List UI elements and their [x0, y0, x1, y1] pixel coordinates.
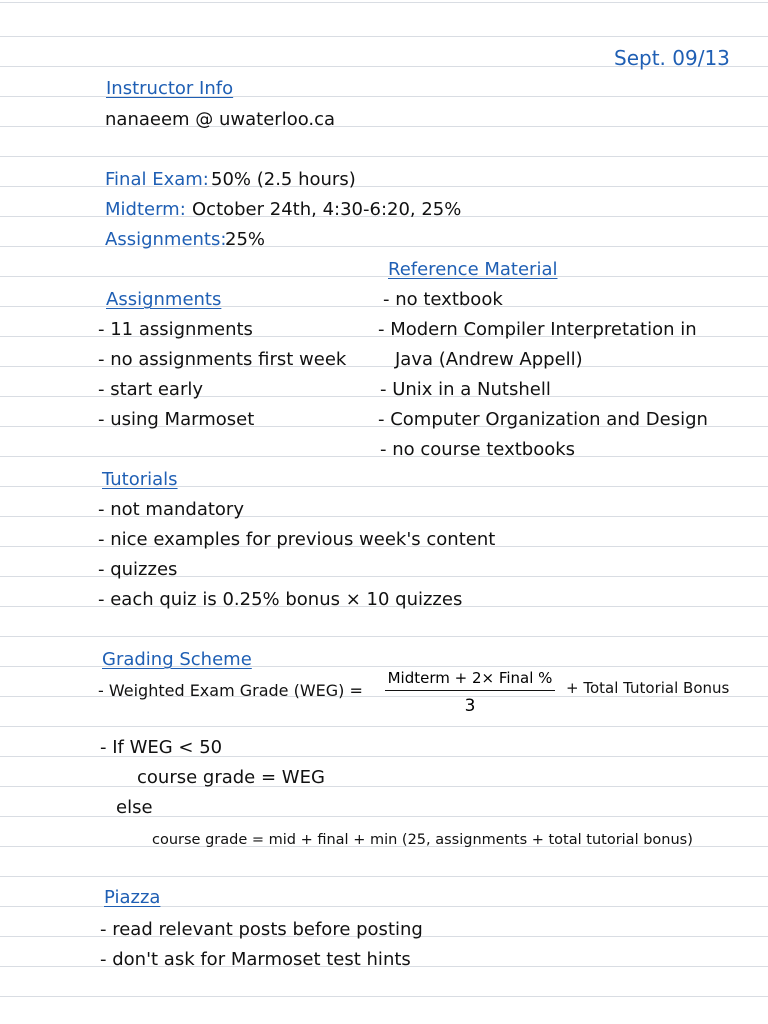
reference-item: - Computer Organization and Design [378, 409, 708, 430]
assignments-item: - using Marmoset [98, 409, 255, 430]
reference-item: - Modern Compiler Interpretation in [378, 319, 697, 340]
tutorials-item: - quizzes [98, 559, 178, 580]
weg-fraction-denominator: 3 [464, 696, 476, 716]
assignments-weight-value: 25% [225, 229, 266, 250]
weg-formula-suffix: + Total Tutorial Bonus [566, 679, 730, 697]
midterm-label: Midterm: [105, 199, 186, 220]
assignments-item: - 11 assignments [98, 319, 253, 340]
tutorials-heading: Tutorials [102, 469, 178, 490]
grading-scheme-heading: Grading Scheme [102, 649, 252, 670]
piazza-item: - don't ask for Marmoset test hints [100, 949, 411, 970]
instructor-heading: Instructor Info [106, 78, 234, 99]
weg-else-line: else [116, 797, 153, 818]
assignments-heading: Assignments [106, 289, 222, 310]
reference-item: - no textbook [383, 289, 503, 310]
weg-fraction-numerator: Midterm + 2× Final % [385, 668, 555, 691]
reference-item: - no course textbooks [380, 439, 576, 460]
tutorials-item: - not mandatory [98, 499, 244, 520]
weg-fraction [385, 668, 555, 717]
assignments-item: - no assignments first week [98, 349, 347, 370]
assignments-item: - start early [98, 379, 204, 400]
piazza-item: - read relevant posts before posting [100, 919, 423, 940]
piazza-heading: Piazza [104, 887, 161, 908]
reference-item: - Unix in a Nutshell [380, 379, 551, 400]
weg-else-formula: course grade = mid + final + min (25, assignments + total tutorial bonus) [152, 832, 693, 848]
assignments-weight-label: Assignments: [105, 229, 227, 250]
reference-item: Java (Andrew Appell) [395, 349, 583, 370]
instructor-email: nanaeem @ uwaterloo.ca [105, 109, 336, 130]
final-exam-label: Final Exam: [105, 169, 209, 190]
note-date: Sept. 09/13 [614, 46, 730, 70]
reference-heading: Reference Material [388, 259, 558, 280]
tutorials-item: - each quiz is 0.25% bonus × 10 quizzes [98, 589, 463, 610]
tutorials-item: - nice examples for previous week's content [98, 529, 496, 550]
weg-if-line: - If WEG < 50 [100, 737, 223, 758]
weg-then-line: course grade = WEG [137, 767, 325, 788]
final-exam-value: 50% (2.5 hours) [211, 169, 356, 190]
weg-formula-label: - Weighted Exam Grade (WEG) = [98, 681, 363, 700]
midterm-value: October 24th, 4:30-6:20, 25% [192, 199, 462, 220]
